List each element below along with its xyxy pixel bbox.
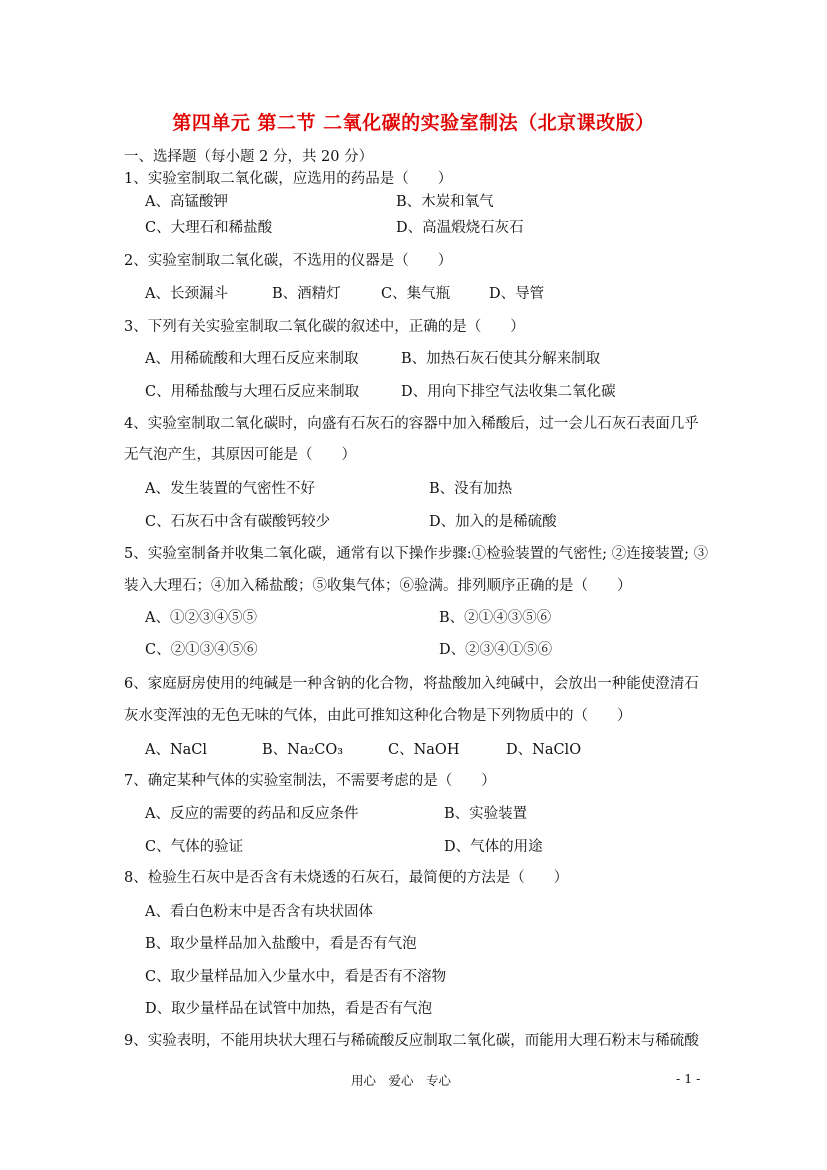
q6-option-c: C、NaOH [388,742,460,758]
q8-option-d: D、取少量样品在试管中加热，看是否有气泡 [145,1001,433,1017]
q7-option-a: A、反应的需要的药品和反应条件 [145,806,359,822]
question-9-line-1: 9、实验表明，不能用块状大理石与稀硫酸反应制取二氧化碳，而能用大理石粉末与稀硫酸 [124,1033,699,1049]
q6-option-a: A、NaCl [145,742,208,758]
question-8: 8、检验生石灰中是否含有未烧透的石灰石，最简便的方法是（ ） [124,870,569,886]
q6-option-d: D、NaClO [506,742,582,758]
question-5-line-2: 装入大理石；④加入稀盐酸；⑤收集气体；⑥验满。排列顺序正确的是（ ） [124,578,632,594]
question-2: 2、实验室制取二氧化碳，不选用的仪器是（ ） [124,253,453,269]
q1-option-b: B、木炭和氧气 [396,194,494,210]
q5-option-d: D、②③④①⑤⑥ [439,642,553,658]
q3-option-d: D、用向下排空气法收集二氧化碳 [401,384,616,400]
footer-motto: 用心 爱心 专心 [351,1073,452,1088]
question-1: 1、实验室制取二氧化碳，应选用的药品是（ ） [124,171,453,187]
q2-option-b: B、酒精灯 [272,286,341,302]
q3-option-a: A、用稀硫酸和大理石反应来制取 [145,351,359,367]
question-6-line-2: 灰水变浑浊的无色无味的气体，由此可推知这种化合物是下列物质中的（ ） [124,708,632,724]
page-number: - 1 - [676,1071,701,1086]
q1-option-d: D、高温煅烧石灰石 [396,220,524,236]
q5-option-a: A、①②③④⑤⑤ [145,610,257,626]
section-heading: 一、选择题（每小题 2 分，共 20 分） [124,149,374,165]
q2-option-c: C、集气瓶 [381,286,451,302]
q7-option-b: B、实验装置 [444,806,528,822]
q1-option-a: A、高锰酸钾 [145,194,228,210]
q3-option-b: B、加热石灰石使其分解来制取 [401,351,601,367]
q4-option-b: B、没有加热 [429,481,513,497]
q3-option-c: C、用稀盐酸与大理石反应来制取 [145,384,360,400]
question-5-line-1: 5、实验室制备并收集二氧化碳，通常有以下操作步骤:①检验装置的气密性; ②连接装置; ③ [124,546,709,562]
q5-option-b: B、②①④③⑤⑥ [439,610,552,626]
q1-option-c: C、大理石和稀盐酸 [145,220,273,236]
q4-option-a: A、发生装置的气密性不好 [145,481,315,497]
q5-option-c: C、②①③④⑤⑥ [145,642,258,658]
question-4-line-2: 无气泡产生，其原因可能是（ ） [124,447,356,463]
q8-option-c: C、取少量样品加入少量水中，看是否有不溶物 [145,969,447,985]
question-3: 3、下列有关实验室制取二氧化碳的叙述中，正确的是（ ） [124,319,525,335]
q2-option-a: A、长颈漏斗 [145,286,228,302]
question-4-line-1: 4、实验室制取二氧化碳时，向盛有石灰石的容器中加入稀酸后，过一会儿石灰石表面几乎 [124,416,699,432]
document-title: 第四单元 第二节 二氧化碳的实验室制法（北京课改版） [172,112,655,134]
q8-option-a: A、看白色粉末中是否含有块状固体 [145,904,373,920]
q2-option-d: D、导管 [489,286,545,302]
q6-option-b: B、Na₂CO₃ [262,742,344,758]
q7-option-c: C、气体的验证 [145,839,244,855]
q7-option-d: D、气体的用途 [444,839,543,855]
question-6-line-1: 6、家庭厨房使用的纯碱是一种含钠的化合物，将盐酸加入纯碱中，会放出一种能使澄清石 [124,676,699,692]
question-7: 7、确定某种气体的实验室制法，不需要考虑的是（ ） [124,773,496,789]
q4-option-d: D、加入的是稀硫酸 [429,514,557,530]
q8-option-b: B、取少量样品加入盐酸中，看是否有气泡 [145,936,417,952]
q4-option-c: C、石灰石中含有碳酸钙较少 [145,514,331,530]
